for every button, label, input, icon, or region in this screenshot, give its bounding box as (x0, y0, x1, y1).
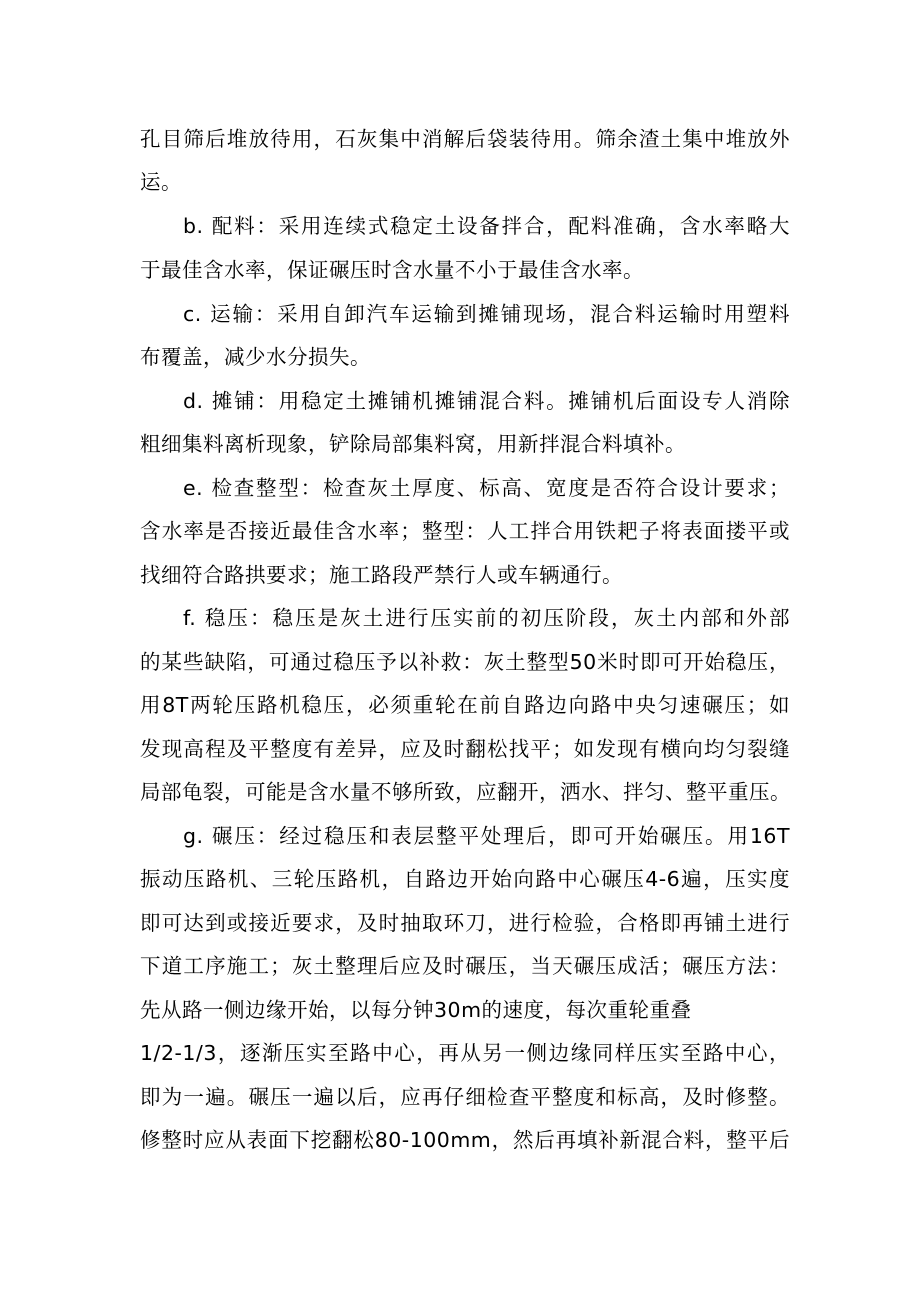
text-line: 运。 (140, 170, 182, 194)
text-line: 含水率是否接近最佳含水率；整型：人工拌合用铁耙子将表面搂平或 (140, 519, 790, 543)
text-line: g. 碾压：经过稳压和表层整平处理后，即可开始碾压。用16T (183, 824, 790, 848)
text-line: e. 检查整型：检查灰土厚度、标高、宽度是否符合设计要求； (183, 476, 790, 500)
text-line: f. 稳压：稳压是灰土进行压实前的初压阶段，灰土内部和外部 (183, 606, 790, 630)
text-line: 修整时应从表面下挖翻松80-100mm，然后再填补新混合料，整平后 (140, 1128, 790, 1152)
text-line: 找细符合路拱要求；施工路段严禁行人或车辆通行。 (140, 563, 623, 587)
text-line: d. 摊铺：用稳定土摊铺机摊铺混合料。摊铺机后面设专人消除 (183, 389, 790, 413)
text-line: 振动压路机、三轮压路机，自路边开始向路中心碾压4-6遍，压实度 (140, 867, 790, 891)
text-line: 局部龟裂，可能是含水量不够所致，应翻开，洒水、拌匀、整平重压。 (140, 780, 791, 804)
text-line: b. 配料：采用连续式稳定土设备拌合，配料准确，含水率略大 (183, 214, 790, 238)
text-line: 1/2-1/3，逐渐压实至路中心，再从另一侧边缘同样压实至路中心， (140, 1041, 790, 1065)
text-line: 于最佳含水率，保证碾压时含水量不小于最佳含水率。 (140, 258, 644, 282)
text-line: 即为一遍。碾压一遍以后，应再仔细检查平整度和标高，及时修整。 (140, 1085, 790, 1109)
text-line: 的某些缺陷，可通过稳压予以补救：灰土整型50米时即可开始稳压， (140, 650, 790, 674)
text-line: 孔目筛后堆放待用，石灰集中消解后袋装待用。筛余渣土集中堆放外 (140, 127, 790, 151)
text-line: 下道工序施工；灰土整理后应及时碾压，当天碾压成活；碾压方法： (140, 954, 790, 978)
text-line: c. 运输：采用自卸汽车运输到摊铺现场，混合料运输时用塑料 (183, 302, 790, 326)
text-line: 用8T两轮压路机稳压，必须重轮在前自路边向路中央匀速碾压；如 (140, 693, 790, 717)
text-line: 粗细集料离析现象，铲除局部集料窝，用新拌混合料填补。 (140, 432, 686, 456)
text-line: 先从路一侧边缘开始，以每分钟30m的速度，每次重轮重叠 (140, 998, 692, 1022)
text-line: 即可达到或接近要求，及时抽取环刀，进行检验，合格即再铺土进行 (140, 911, 790, 935)
text-line: 发现高程及平整度有差异，应及时翻松找平；如发现有横向均匀裂缝 (140, 737, 790, 761)
text-line: 布覆盖，减少水分损失。 (140, 345, 371, 369)
